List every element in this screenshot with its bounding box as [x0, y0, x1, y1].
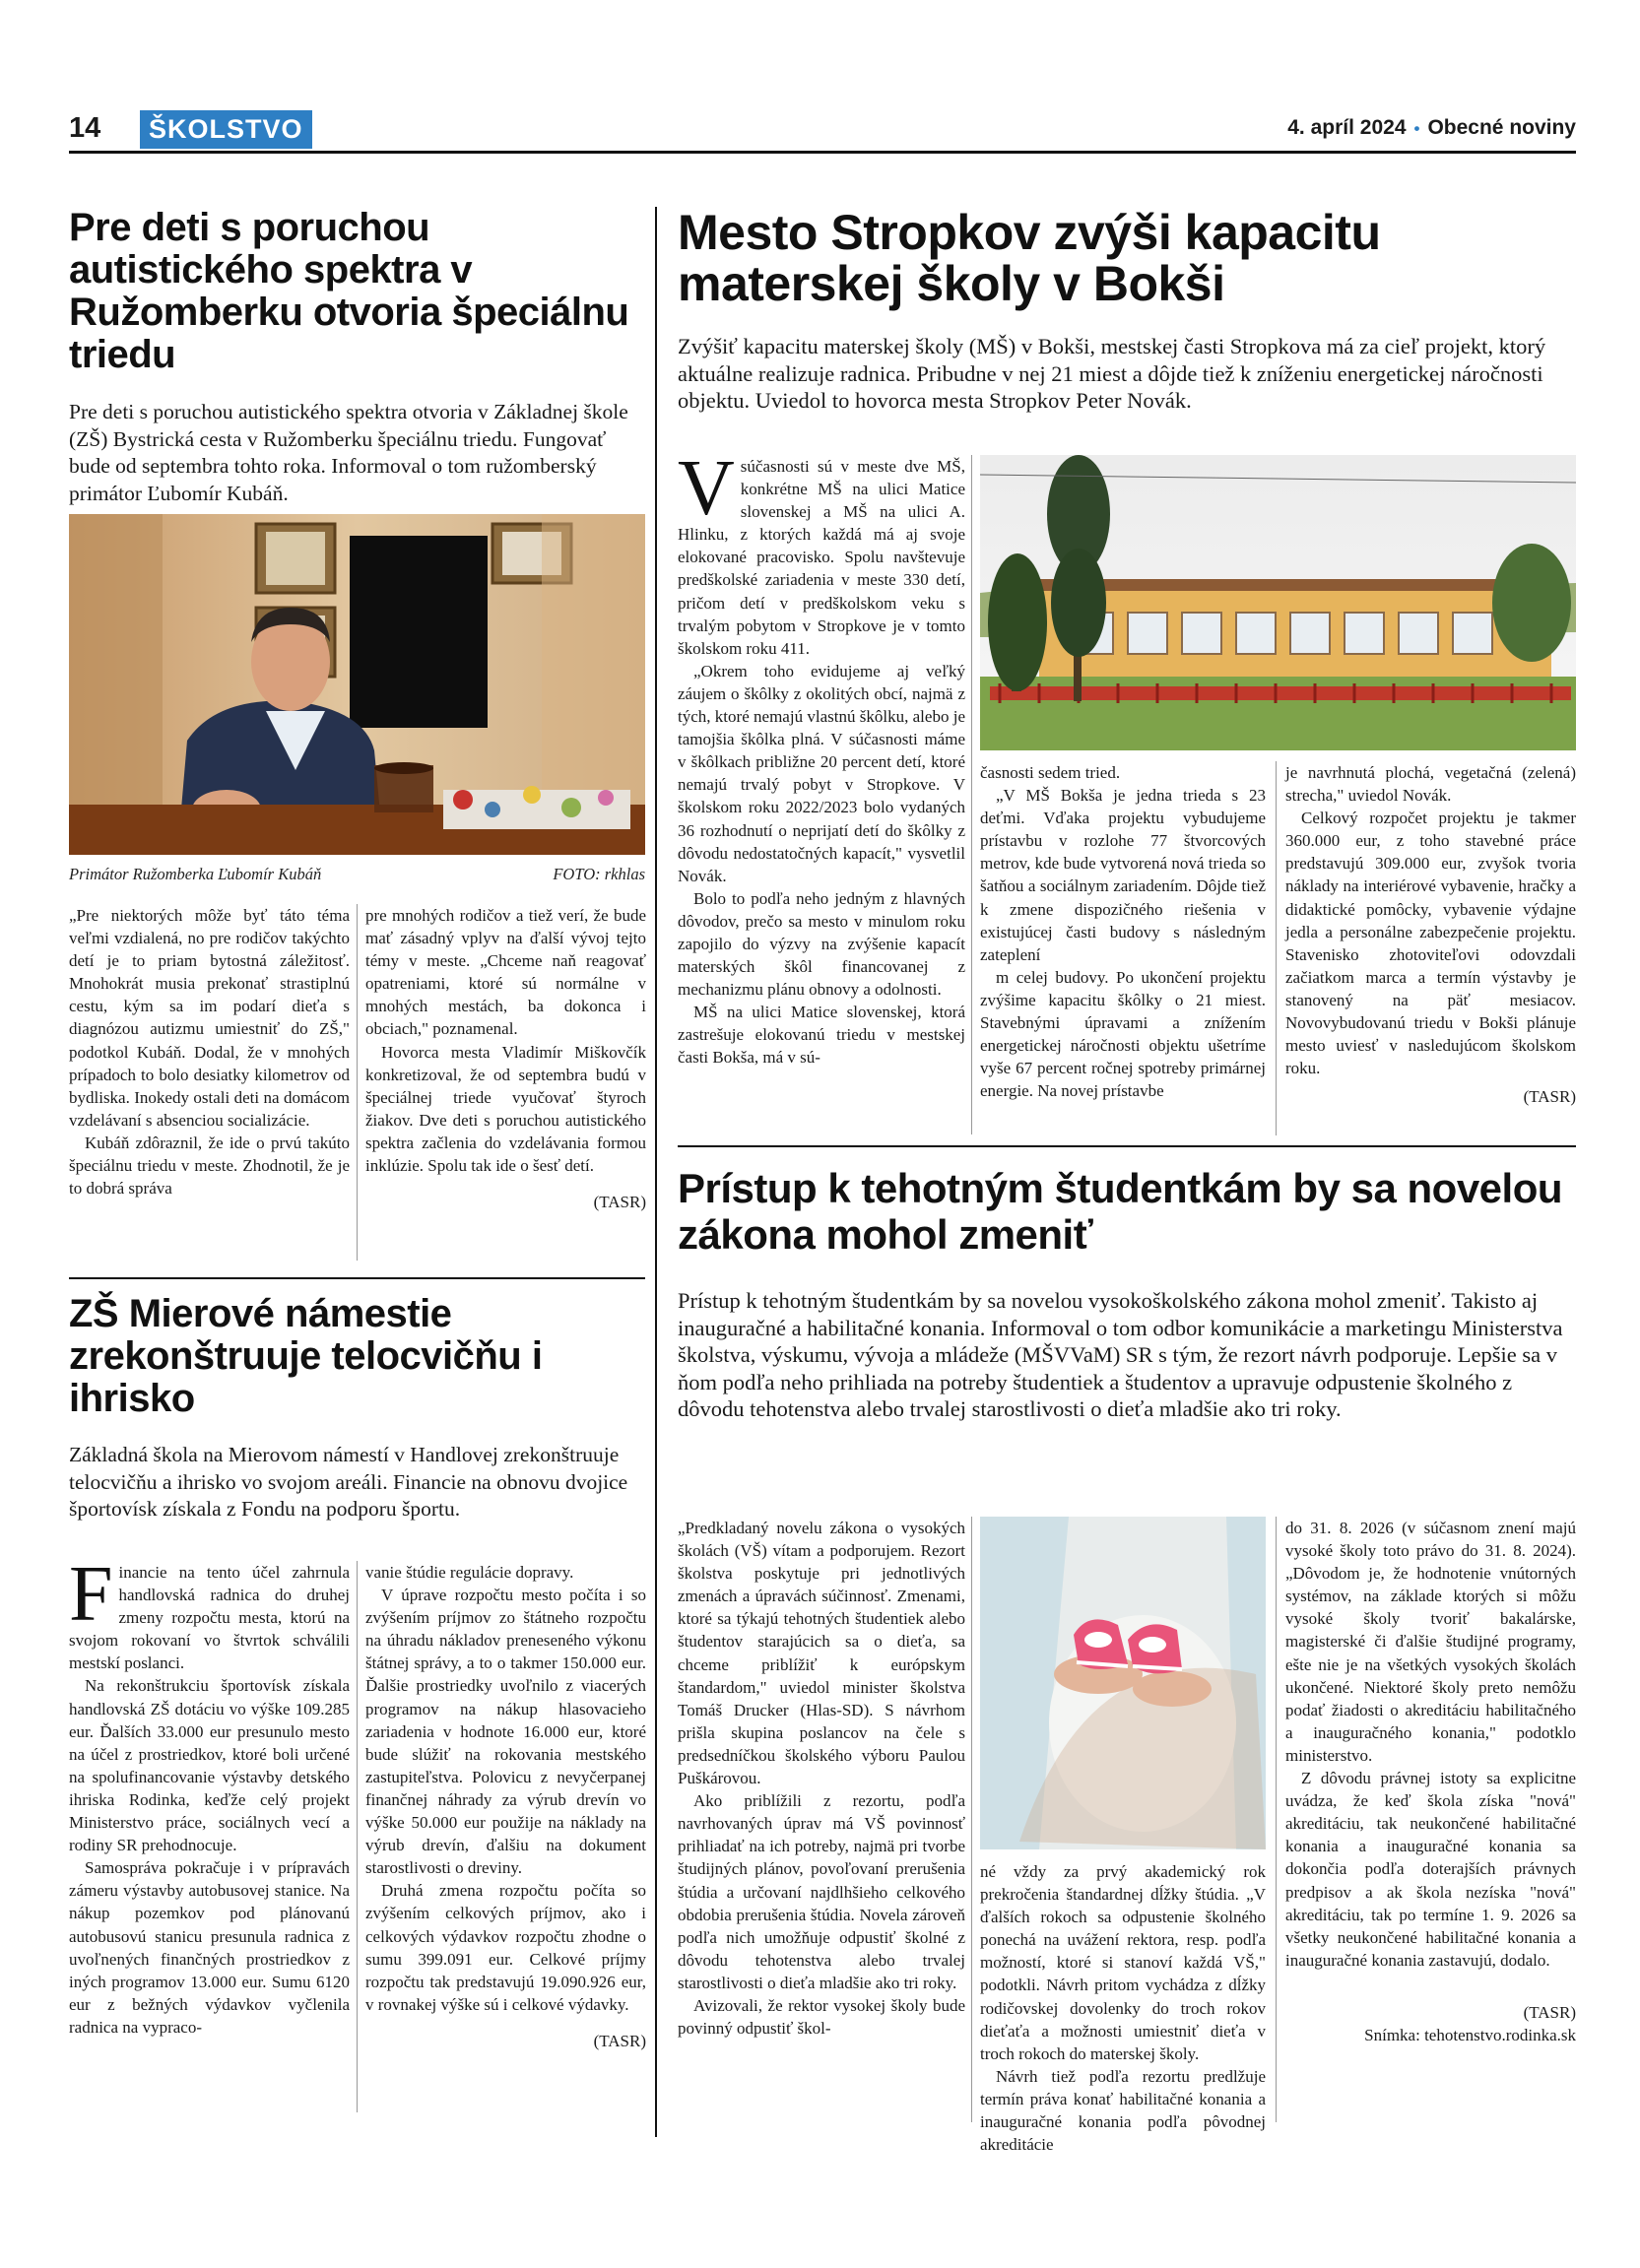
paragraph: „Pre niektorých môže byť táto téma veľmi vzdialená, no pre rodičov takýchto detí je to priam bytostná záležitosť. Mnohokrát musia prekonať strastiplnú cestu, kým sa im podarí dieťa s diagnózou autizmu umiestniť do ZŠ," podotkol Kubáň. Dodal, že v mnohých prípadoch to bolo desiatky kilometrov od bydliska. Inokedy ostali deti na domácom vzdelávaní s absenciou socializácie.	[69, 906, 350, 1130]
article-autism-col1	[69, 904, 350, 1268]
article-gym-col2	[365, 1561, 646, 2122]
paragraph: V úprave rozpočtu mesto počíta i so zvýšením príjmov zo štátneho rozpočtu na úhradu nákladov preneseného výkonu štátnej správy, a to o takmer 150.000 eur. Ďalšie prostriedky uvoľnilo z viacerých programov na nákup hlasovacieho zariadenia v hodnote 16.000 eur, ktoré bude slúžiť na rokovania mestského zastupiteľstva. Polovicu z nevyčerpanej finančnej náhrady za výrub drevín vo výške 50.000 eur použije na náklady na výrub drevín, ďalšiu na dokument starostlivosti o dreviny.	[365, 1586, 646, 1878]
mayor-photo	[69, 514, 645, 855]
separator-dot: •	[1413, 119, 1420, 138]
paragraph: „V MŠ Bokša je jedna trieda s 23 deťmi. Vďaka projektu vybudujeme prístavbu v rozlohe 77 štvorcových metrov, kde bude vytvorená nová trieda so šatňou a sociálnym zariadením. Dôjde tiež k zmene dispozičného riešenia v existujúcej časti budovy s následným zateplení	[980, 786, 1266, 964]
paragraph: časnosti sedem tried.	[980, 763, 1121, 782]
header-rule	[69, 151, 1576, 154]
issue-date: 4. apríl 2024	[1287, 116, 1407, 139]
article-pregnant-col1	[678, 1517, 965, 2122]
paragraph: Hovorca mesta Vladimír Miškovčík konkretizoval, že od septembra budú v špeciálnej triede vyučovať štyroch žiakov. Dve deti s poruchou autistického spektra začlenia do vzdelávania formou inklúzie. Spolu tak ide o šesť detí.	[365, 1042, 646, 1176]
paragraph: vanie štúdie regulácie dopravy.	[365, 1563, 574, 1582]
article-kindergarten-col2	[980, 761, 1266, 1135]
mayor-photo-image	[69, 514, 645, 855]
headline: Mesto Stropkov zvýši kapacitu materskej školy v Bokši	[678, 205, 1381, 311]
pregnancy-photo-image	[980, 1517, 1266, 1849]
paragraph: Samospráva pokračuje i v prípravách zámeru výstavby autobusovej stanice. Na nákup pozemkov pod plánovanú autobusovú stanicu presunula radnica z uvoľnených finančných prostriedkov z iných programov 13.000 eur. Sumu 6120 eur z bežných výdavkov vyčlenila radnica na vypraco-	[69, 1858, 350, 2037]
paragraph: Návrh tiež podľa rezortu predlžuje termín práva konať habilitačné konania a inauguračné konania podľa pôvodnej akreditácie	[980, 2066, 1266, 2155]
drop-cap: V	[678, 445, 735, 532]
issue-info	[1287, 116, 1576, 140]
article-pregnant-col3	[1285, 1517, 1576, 2127]
section-badge: ŠKOLSTVO	[140, 110, 312, 149]
pregnancy-photo	[980, 1517, 1266, 1849]
source-tag: (TASR)	[593, 2031, 646, 2050]
headline: Pre deti s poruchou autistického spektra v Ružomberku otvoria špeciálnu triedu	[69, 206, 629, 376]
paragraph: Na rekonštrukciu športovísk získala handlovská ZŠ dotáciu vo výške 109.285 eur. Ďalších 33.000 eur presunulo mesto na účel z prostriedkov, ktoré boli určené na spolufinancovanie výstavby detského ihriska Rodinka, keďže celý projekt Ministerstvo práce, sociálnych vecí a rodiny SR prehodnocuje.	[69, 1676, 350, 1855]
paragraph: Avizovali, že rektor vysokej školy bude povinný odpustiť škol-	[678, 1995, 965, 2039]
photo-caption: Primátor Ružomberka Ľubomír Kubáň	[69, 865, 322, 883]
paragraph: Celkový rozpočet projektu je takmer 360.000 eur, z toho stavebné práce predstavujú 309.000 eur, zvyšok tvoria náklady na interiérové vybavenie, hračky a didaktické pomôcky, vybavenie výdajne jedla a personálne zabezpečenie projektu. Stavenisko zhotoviteľovi odovzdali začiatkom marca a termín výstavby je stanovený na päť mesiacov. Novovybudovanú triedu v Bokši plánuje mesto uviesť v nasledujúcom školskom roku.	[1285, 809, 1576, 1078]
kindergarten-photo-image	[980, 455, 1576, 750]
inner-column-rule	[357, 1561, 358, 2112]
paragraph: Z dôvodu právnej istoty sa explicitne uvádza, že keď škola získa "nová" akreditáciu, tak neukončené habilitačné konania a inauguračné konania sa dokončia podľa doterajších právnych predpisov a ak škola nezíska "nová" akreditáciu, tak po termíne 1. 9. 2026 sa všetky neukončené habilitačné konania a inauguračné konania zastavujú, dodalo.	[1285, 1769, 1576, 1970]
paragraph: pre mnohých rodičov a tiež verí, že bude mať zásadný vplyv na ďalší vývoj tejto témy v meste. „Chceme naň reagovať opatreniami, ktoré sú normálne v mnohých mestách, ba dokonca i obciach," poznamenal.	[365, 906, 646, 1039]
article-separator	[69, 1277, 645, 1279]
newspaper-name: Obecné noviny	[1427, 116, 1576, 139]
page-number: 14	[69, 112, 101, 144]
lead-paragraph: Základná škola na Mierovom námestí v Handlovej zrekonštruuje telocvičňu a ihrisko vo svojom areáli. Financie na obnovu dvojice športovísk získala z Fondu na podporu športu.	[69, 1443, 628, 1521]
paragraph: m celej budovy. Po ukončení projektu zvýšime kapacitu škôlky o 21 miest. Stavebnými úpravami a znížením energetickej náročnosti objektu ušetríme vyše 67 percent ročnej spotreby primárnej energie. Na novej prístavbe	[980, 967, 1266, 1101]
photo-credit: FOTO: rkhlas	[553, 865, 645, 883]
lead-paragraph: Pre deti s poruchou autistického spektra otvoria v Základnej škole (ZŠ) Bystrická cesta v Ružomberku špeciálnu triedu. Fungovať bude od septembra tohto roka. Informoval o tom ružomberský primátor Ľubomír Kubáň.	[69, 400, 628, 505]
paragraph: MŠ na ulici Matice slovenskej, ktorá zastrešuje elokovanú triedu v mestskej časti Bokša, má v sú-	[678, 1003, 965, 1068]
paragraph: Ako priblížili z rezortu, podľa navrhovaných úprav má VŠ povinnosť prihliadať na ich potreby, najmä pri tvorbe študijných plánov, povoľovaní prerušenia štúdia a určovaní najdlhšieho celkového obdobia prerušenia štúdia. Novela zároveň podľa nich umožňuje odpustiť školné z dôvodu tehotenstva alebo trvalej starostlivosti o dieťa mladšie ako tri roky.	[678, 1791, 965, 1992]
article-autism-col2	[365, 904, 646, 1268]
inner-column-rule	[1276, 1517, 1277, 2122]
article-kindergarten-capacity	[678, 207, 1576, 415]
lead-paragraph: Zvýšiť kapacitu materskej školy (MŠ) v Bokši, mestskej časti Stropkova má za cieľ projekt, ktorý aktuálne realizuje radnica. Pribudne v nej 21 miest a dôjde tiež k zníženiu energetickej náročnosti objektu. Uviedol to hovorca mesta Stropkov Peter Novák.	[678, 334, 1546, 413]
paragraph: „Okrem toho evidujeme aj veľký záujem o škôlky z okolitých obcí, najmä z tých, ktoré nemajú vlastnú škôlku, alebo je tamojšia škôlka plná. V súčasnosti máme v škôlkach približne 20 percent detí, ktoré nemajú trvalý pobyt v Stropkove. V školskom roku 2022/2023 bolo vydaných 36 rozhodnutí o neprijatí detí do škôlky z dôvodu nedostatočných kapacít," vysvetlil Novák.	[678, 661, 965, 885]
inner-column-rule	[1276, 761, 1277, 1135]
inner-column-rule	[971, 455, 972, 1134]
column-divider	[655, 207, 657, 2137]
paragraph: do 31. 8. 2026 (v súčasnom znení majú vysoké školy toto právo do 31. 8. 2024). „Dôvodom je, že hodnotenie vnútorných systémov, na základe ktorých si môžu vysoké školy tvoriť bakalárske, magisterské či ďalšie študijné programy, ešte nie je na všetkých vysokých školách ukončené. Niektoré školy preto nemôžu podať žiadosti o akreditáciu habilitačného a inauguračného konania," podotklo ministerstvo.	[1285, 1519, 1576, 1765]
article-gym-reconstruction	[69, 1293, 645, 1523]
source-tag: (TASR)	[1523, 2002, 1576, 2022]
article-pregnant-col2	[980, 1860, 1266, 2155]
lead-paragraph: Prístup k tehotným študentkám by sa novelou vysokoškolského zákona mohol zmeniť. Takisto aj inauguračné a habilitačné konania. Informoval o tom odbor komunikácie a marketingu Ministerstva školstva, výskumu, vývoja a mládeže (MŠVVaM) SR s tým, že rezort návrh podporuje. Lepšie sa v ňom podľa neho prihliada na potreby študentiek a študentov a upravuje odpustenie školného z dôvodu tehotenstva alebo trvalej starostlivosti o dieťa mladšie ako tri roky.	[678, 1288, 1563, 1421]
headline: ZŠ Mierové námestie zrekonštruuje telocvičňu i ihrisko	[69, 1292, 543, 1420]
kindergarten-photo	[980, 455, 1576, 750]
article-autism-class	[69, 207, 645, 507]
paragraph: „Predkladaný novelu zákona o vysokých školách (VŠ) vítam a podporujem. Rezort školstva poskytuje pri jednotlivých zmenách a úpravách súčinnosť. Zmenami, ktoré sa týkajú tehotných študentiek alebo študentov starajúcich sa o dieťa, sa chceme priblížiť k európskym štandardom," uviedol minister školstva Tomáš Drucker (Hlas-SD). S návrhom prišla skupina poslancov na čele s predsedníčkou školského výboru Paulou Puškárovou.	[678, 1519, 965, 1788]
headline: Prístup k tehotným študentkám by sa novelou zákona mohol zmeniť	[678, 1165, 1563, 1258]
drop-cap: F	[69, 1551, 113, 1638]
inner-column-rule	[971, 1517, 972, 2122]
paragraph: né vždy za prvý akademický rok prekročenia štandardnej dĺžky štúdia. „V ďalších rokoch sa odpustenie školného ponechá na uvážení rektora, resp. podľa možností, ktoré si stanoví každá VŠ," podotkli. Návrh pritom vychádza z dĺžky rodičovskej dovolenky do troch rokov dieťaťa a možnosti umiestniť dieťa v troch rokoch do materskej školy.	[980, 1862, 1266, 2063]
source-tag: (TASR)	[1523, 1087, 1576, 1107]
article-gym-col1	[69, 1551, 350, 2122]
article-separator	[678, 1145, 1576, 1147]
paragraph: Financie na tento účel zahrnula handlovská radnica do druhej zmeny rozpočtu mesta, ktorú na svojom rokovaní vo štvrtok schválili mestskí poslanci.	[69, 1551, 350, 1673]
paragraph: Druhá zmena rozpočtu počíta so zvýšením celkových príjmov, ako i celkových výdavkov rozpočtu zhodne o sumu 399.091 eur. Celkové príjmy rozpočtu tak predstavujú 19.090.926 eur, v rovnakej výške sú i celkové výdavky.	[365, 1881, 646, 2014]
article-kindergarten-col1	[678, 445, 965, 1134]
source-tag: (TASR)	[593, 1193, 646, 1212]
paragraph: Kubáň zdôraznil, že ide o prvú takúto špeciálnu triedu v meste. Zhodnotil, že je to dobrá správa	[69, 1133, 350, 1199]
photo-credit: Snímka: tehotenstvo.rodinka.sk	[1364, 2025, 1576, 2044]
article-kindergarten-col3	[1285, 761, 1576, 1135]
page-header	[69, 110, 1576, 150]
paragraph: Vsúčasnosti sú v meste dve MŠ, konkrétne MŠ na ulici Matice slovenskej a MŠ na ulici A. Hlinku, z ktorých každá má aj svoje elokované pracovisko. Spolu navštevuje predškolské zariadenia v meste 330 detí, pričom detí v predškolskom veku s trvalým pobytom v Stropkove je v tomto školskom roku 411.	[678, 445, 965, 658]
article-pregnant-students	[678, 1165, 1576, 1423]
paragraph: je navrhnutá plochá, vegetačná (zelená) strecha," uviedol Novák.	[1285, 763, 1576, 806]
inner-column-rule	[357, 904, 358, 1261]
paragraph: Bolo to podľa neho jedným z hlavných dôvodov, prečo sa mesto v minulom roku zapojilo do výzvy na zvýšenie kapacít materských škôl financovanej z mechanizmu plánu obnovy a odolnosti.	[678, 888, 965, 1000]
